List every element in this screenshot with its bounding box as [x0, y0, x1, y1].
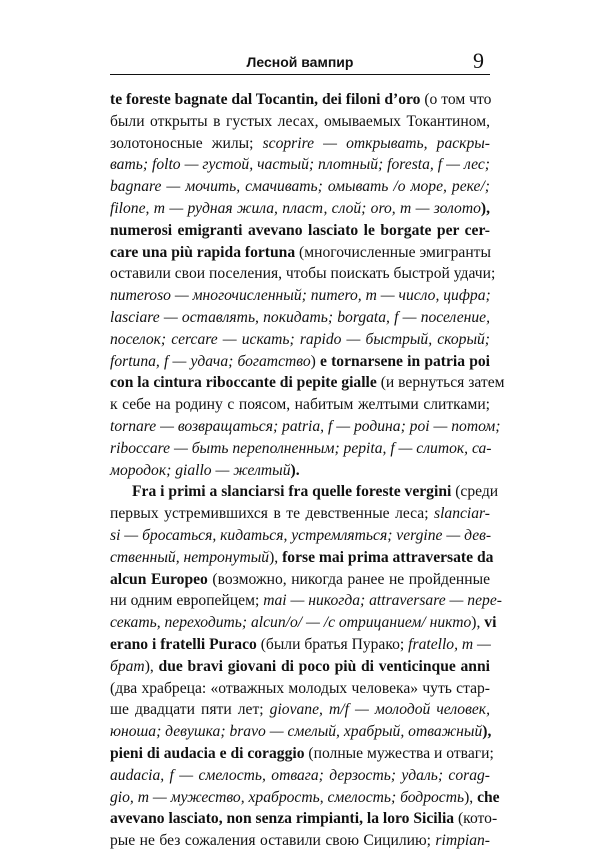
translation-text: (среди [451, 483, 499, 501]
italian-source-text: Fra i primi a slanciarsi fra quelle foreste vergini [132, 483, 452, 501]
italian-source-text: care una più rapida fortuna [110, 243, 296, 261]
vocabulary-gloss: mai — никогда; attraversare — пере- [263, 592, 502, 610]
italian-source-text: erano i fratelli Puraco [110, 635, 257, 653]
vocabulary-gloss: fratello, m — [408, 635, 491, 653]
italian-source-text: ), [482, 723, 492, 741]
body-text [110, 89, 505, 852]
text-line [110, 569, 490, 591]
vocabulary-gloss: gio, m — мужество, храбрость, смелость; бодрость [110, 788, 465, 806]
text-line [110, 133, 490, 155]
vocabulary-gloss: мородок; giallo — желтый [110, 461, 291, 479]
translation-text: (многочисленные эмигранты [295, 243, 491, 261]
vocabulary-gloss: tornare — возвращаться; patria, f — родина; poi — потом; [110, 417, 501, 435]
translation-text: (о том что [420, 91, 492, 108]
vocabulary-gloss: fortuna, f — удача; богатство [110, 352, 311, 370]
translation-text: ), [471, 614, 485, 632]
translation-text: (кото- [454, 810, 498, 828]
running-head [110, 48, 490, 76]
translation-text: золотоносные жилы; [110, 134, 263, 152]
translation-text: ше двадцати пяти лет; [110, 701, 270, 719]
text-line [110, 787, 500, 809]
text-line [110, 372, 505, 394]
text-line [110, 307, 490, 329]
translation-text: (два храбреца: «отважных молодых человека» чуть стар- [110, 679, 490, 697]
translation-text: (возможно, никогда ранее не пройденные [207, 570, 490, 588]
italian-source-text: forse mai prima attraversate da [282, 548, 494, 566]
text-line [110, 743, 494, 765]
text-line [110, 198, 490, 220]
vocabulary-gloss: bagnare — мочить, смачивать; омывать /о море, реке/; [110, 178, 490, 196]
text-line [110, 242, 490, 264]
vocabulary-gloss: riboccare — быть переполненным; pepita, f — слиток, са- [110, 439, 492, 457]
text-line [110, 285, 490, 307]
vocabulary-gloss: slanciar- [434, 505, 490, 523]
text-line [110, 89, 490, 111]
italian-source-text: te foreste bagnate dal Tocantin, dei filoni d’oro [110, 91, 421, 108]
text-line [110, 721, 490, 743]
translation-text: (и вернуться затем [376, 374, 505, 392]
italian-source-text: alcun Europeo [110, 570, 208, 588]
text-line [110, 656, 490, 678]
text-line [110, 525, 490, 547]
text-line [110, 634, 490, 656]
text-line [110, 416, 501, 438]
italian-source-text: numerosi emigranti avevano lasciato le borgate per cer- [110, 221, 490, 239]
text-line [110, 263, 496, 285]
translation-text: первых устремившихся в те девственные леса; [110, 505, 434, 523]
text-line [110, 547, 494, 569]
translation-text: ), [144, 657, 159, 675]
text-line [110, 176, 490, 198]
text-line [110, 438, 490, 460]
header-rule [110, 74, 490, 75]
translation-text: ), [269, 548, 283, 566]
vocabulary-gloss: секать, переходить; alcun/o/ — /с отрицанием/ никто [110, 614, 472, 632]
text-line [110, 351, 490, 373]
italian-source-text: che [477, 788, 500, 806]
text-line [110, 481, 499, 503]
italian-source-text: avevano lasciato, non senza rimpianti, la loro Sicilia [110, 810, 455, 828]
vocabulary-gloss: scoprire — открывать, раскры- [262, 134, 491, 152]
italian-source-text: e tornarsene in patria poi [320, 352, 491, 370]
translation-text: к себе на родину с поясом, набитым желтыми слитками; [110, 396, 490, 414]
translation-text: были открыты в густых лесах, омываемых Токантином, [110, 112, 490, 130]
vocabulary-gloss: numeroso — многочисленный; numero, m — число, цифра; [110, 287, 491, 305]
running-head-title: Лесной вампир [246, 54, 354, 70]
vocabulary-gloss: вать; folto — густой, частый; плотный; foresta, f — лес; [110, 156, 490, 174]
italian-source-text: vi [484, 614, 497, 632]
vocabulary-gloss: ственный, нетронутый [110, 548, 270, 566]
vocabulary-gloss: поселок; cercare — искать; rapido — быстрый, скорый; [110, 330, 490, 348]
vocabulary-gloss: lasciare — оставлять, покидать; borgata, f — поселение, [110, 308, 490, 326]
translation-text: ) [310, 352, 320, 370]
translation-text: (полные мужества и отваги; [304, 744, 494, 762]
translation-text: рые не без сожаления оставили свою Сицилию; [110, 832, 436, 850]
italian-source-text: ), [480, 199, 490, 217]
text-line [110, 503, 490, 525]
vocabulary-gloss: giovane, m/f — молодой человек, [269, 701, 490, 719]
vocabulary-gloss: rimpian- [435, 832, 490, 850]
translation-text: ни одним европейцем; [110, 592, 264, 610]
translation-text: (были братья Пурако; [256, 635, 409, 653]
text-line [110, 612, 497, 634]
text-line [110, 329, 490, 351]
text-line [110, 808, 498, 830]
italian-source-text: ). [290, 461, 300, 479]
vocabulary-gloss: si — бросаться, кидаться, устремляться; vergine — дев- [110, 526, 492, 544]
vocabulary-gloss: брат [110, 657, 145, 675]
text-line [110, 678, 490, 700]
page-number: 9 [473, 48, 484, 73]
vocabulary-gloss: filone, m — рудная жила, пласт, слой; oro, m — золото [110, 199, 481, 217]
text-line [110, 699, 490, 721]
text-line [110, 111, 490, 133]
vocabulary-gloss: audacia, f — смелость, отвага; дерзость; удаль; corag- [110, 766, 490, 784]
vocabulary-gloss: юноша; девушка; bravo — смелый, храбрый, отважный [110, 723, 483, 741]
text-line [110, 765, 490, 787]
text-line [110, 154, 490, 176]
text-line [110, 590, 502, 612]
text-line [110, 460, 490, 482]
italian-source-text: pieni di audacia e di coraggio [110, 744, 305, 762]
text-line [110, 830, 490, 852]
italian-source-text: con la cintura riboccante di pepite gialle [110, 374, 377, 392]
text-line [110, 394, 490, 416]
text-line [110, 220, 490, 242]
italian-source-text: due bravi giovani di poco più di venticinque anni [158, 657, 490, 675]
translation-text: оставили свои поселения, чтобы поискать быстрой удачи; [110, 265, 496, 283]
translation-text: ), [464, 788, 478, 806]
